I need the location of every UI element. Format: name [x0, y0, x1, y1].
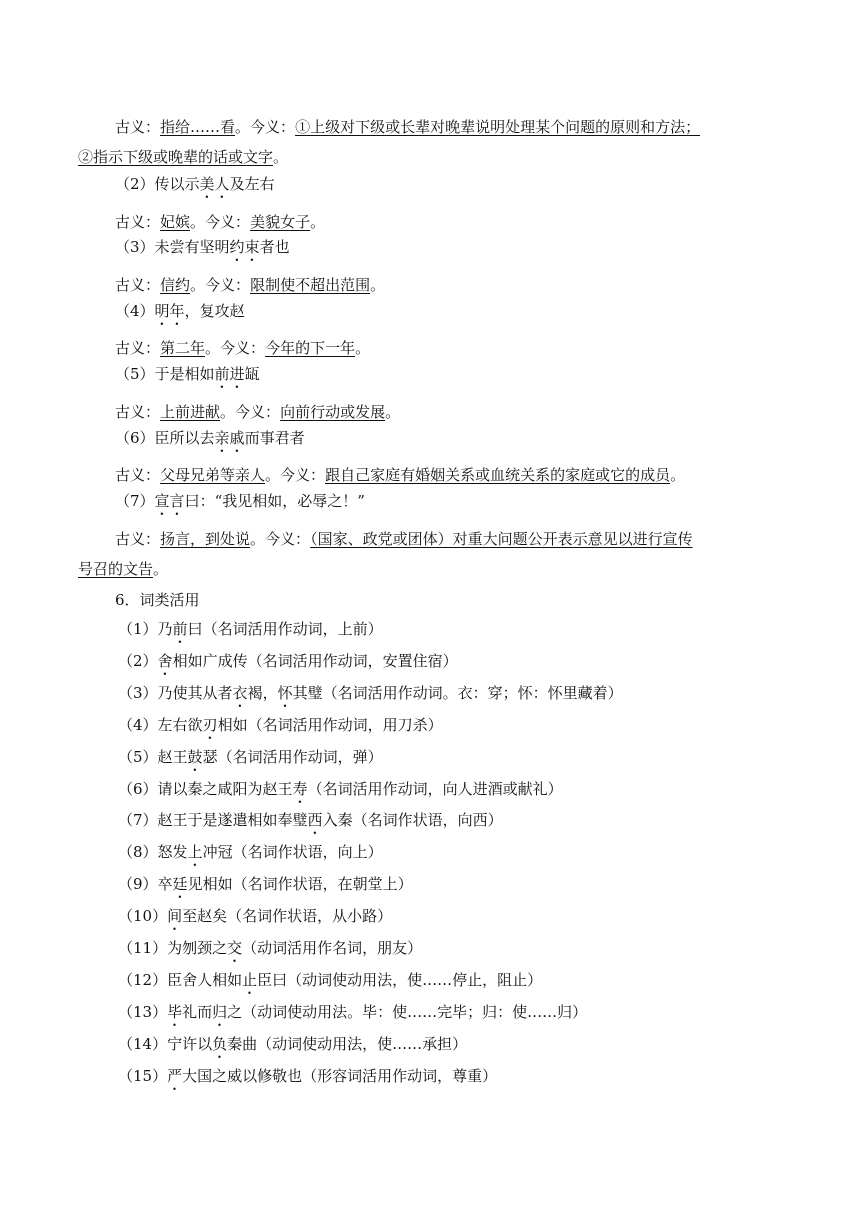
modern-label: 今义： — [250, 118, 296, 136]
gujin-item4-meaning: 古义：第二年。今义：今年的下一年。 — [115, 339, 371, 357]
list-item: （9）卒廷见相如（名词作状语，在朝堂上） — [118, 875, 413, 894]
list-item: （8）怒发上冲冠（名词作状语，向上） — [118, 843, 383, 862]
list-item: （1）乃前曰（名词活用作动词，上前） — [118, 620, 383, 638]
gujin-item3-meaning: 古义：信约。今义：限制使不超出范围。 — [115, 276, 386, 294]
ancient-meaning: 指给……看 — [160, 118, 236, 136]
list-item: （13）毕礼而归之（动词使动用法。毕：使……完毕；归：使……归） — [118, 1002, 588, 1021]
list-item: （2）舍相如广成传（名词活用作动词，安置住宿） — [118, 651, 458, 670]
gujin-item7-sentence: （7）宣言曰：“我见相如，必辱之！” — [115, 492, 365, 510]
gujin-item7-meaning-cont: 号召的文告。 — [78, 560, 169, 578]
gujin-item5-sentence: （5）于是相如前进缻 — [115, 365, 260, 383]
gujin-item4-sentence: （4）明年，复攻赵 — [115, 302, 245, 320]
list-item: （6）请以秦之咸阳为赵王寿（名词活用作动词，向人进酒或献礼） — [118, 779, 563, 798]
list-item: （3）乃使其从者衣褐，怀其璧（名词活用作动词。衣：穿；怀：怀里藏着） — [118, 683, 623, 702]
list-item: （4）左右欲刃相如（名词活用作动词，用刀杀） — [118, 715, 443, 734]
modern-meaning: ①上级对下级或长辈对晚辈说明处理某个问题的原则和方法； — [295, 118, 701, 136]
gujin-item7-meaning: 古义：扬言，到处说。今义：（国家、政党或团体）对重大问题公开表示意见以进行宣传 — [115, 530, 693, 548]
list-item: （5）赵王鼓瑟（名词活用作动词，弹） — [118, 747, 383, 766]
ancient-label: 古义： — [115, 118, 161, 136]
gujin-item1-line2: ②指示下级或晚辈的话或文字。 — [78, 148, 289, 166]
section-heading: 6．词类活用 — [115, 591, 200, 609]
gujin-item6-meaning: 古义：父母兄弟等亲人。今义：跟自己家庭有婚姻关系或血统关系的家庭或它的成员。 — [115, 466, 686, 484]
gujin-item1-line: 古义：指给……看。今义：①上级对下级或长辈对晚辈说明处理某个问题的原则和方法； — [115, 118, 701, 136]
list-item: （15）严大国之威以修敬也（形容词活用作动词，尊重） — [118, 1066, 498, 1085]
list-item: （7）赵王于是遂遣相如奉璧西入秦（名词作状语，向西） — [118, 811, 503, 830]
gujin-item5-meaning: 古义：上前进献。今义：向前行动或发展。 — [115, 403, 401, 421]
list-item: （10）间至赵矣（名词作状语，从小路） — [118, 907, 393, 926]
gujin-item3-sentence: （3）未尝有坚明约束者也 — [115, 238, 290, 256]
list-item: （11）为刎颈之交（动词活用作名词，朋友） — [118, 939, 423, 957]
gujin-item2-sentence: （2）传以示美人及左右 — [115, 175, 275, 193]
gujin-item6-sentence: （6）臣所以去亲戚而事君者 — [115, 429, 305, 447]
modern-meaning-cont: ②指示下级或晚辈的话或文字 — [78, 148, 274, 166]
list-item: （12）臣舍人相如止臣曰（动词使动用法，使……停止，阻止） — [118, 970, 543, 989]
gujin-item2-meaning: 古义：妃嫔。今义：美貌女子。 — [115, 213, 326, 231]
list-item: （14）宁许以负秦曲（动词使动用法，使……承担） — [118, 1034, 468, 1053]
